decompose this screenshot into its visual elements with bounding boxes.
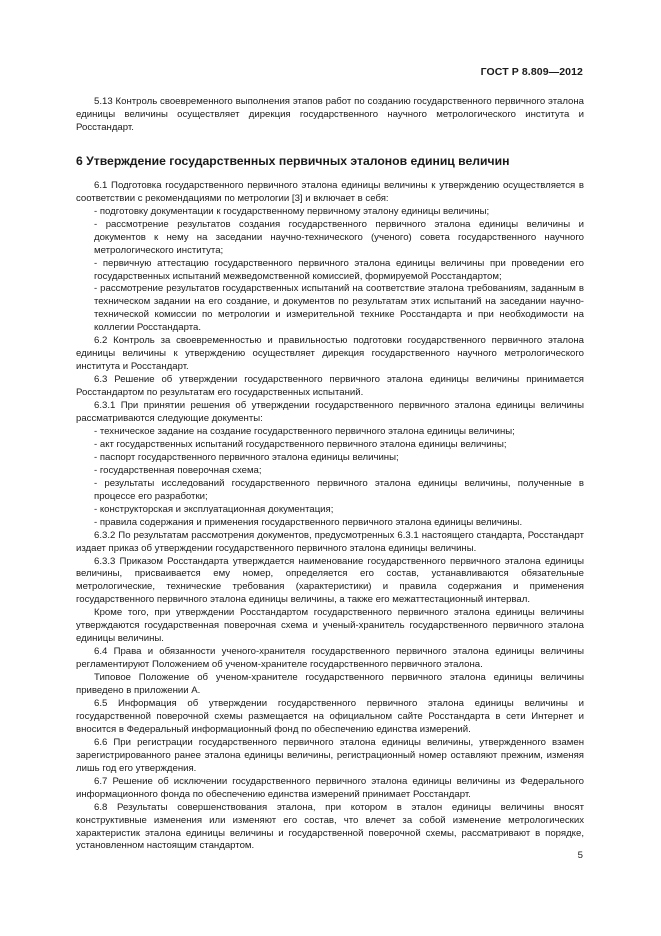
list-item: - первичную аттестацию государственного первичного эталона единицы величины при проведении его государственных испытаний межведомственной комиссией, формируемой Росстандартом; bbox=[94, 257, 584, 282]
page-number: 5 bbox=[577, 850, 583, 861]
list-item: - акт государственных испытаний государственного первичного эталона единицы величины; bbox=[94, 438, 507, 450]
paragraph: 6.6 При регистрации государственного первичного эталона единицы величины, утвержденного взамен зарегистрированного ранее эталона единицы величины, регистрационный номер оставляют прежним, изменяя лишь год его утверждения. bbox=[76, 736, 584, 774]
paragraph: 6.3.1 При принятии решения об утверждении государственного первичного эталона единицы величины рассматриваются следующие документы: bbox=[76, 400, 584, 425]
list-item: - рассмотрение результатов государственных испытаний на соответствие эталона требованиям, заданным в техническом задании на его создание, и документов по результатам этих испытаний на заседании научно-технической комиссии по метрологии и измерительной технике Росстандарта и при необходимости на коллегии Росстандарта. bbox=[94, 283, 584, 334]
paragraph: 6.3.3 Приказом Росстандарта утверждается наименование государственного первичного эталона единицы величины, присваивается ему номер, определяется его состав, устанавливаются обязательные метрологические, технические требования (характеристики) и правила содержания и применения государственного первичного эталона единицы величины, а также его межаттестационный интервал. bbox=[76, 555, 584, 606]
paragraph: 6.1 Подготовка государственного первичного эталона единицы величины к утверждению осуществляется в соответствии с рекомендациями по метрологии [3] и включает в себя: bbox=[76, 179, 584, 204]
paragraph: 6.7 Решение об исключении государственного первичного эталона единицы величины из Федерального информационного фонда по обеспечению единства измерений принимает Росстандарт. bbox=[76, 775, 584, 800]
paragraph: Кроме того, при утверждении Росстандартом государственного первичного эталона единицы величины утверждаются государственная поверочная схема и ученый-хранитель государственного первичного эталона единицы величины. bbox=[76, 607, 584, 645]
list-item: - правила содержания и применения государственного первичного эталона единицы величины. bbox=[94, 516, 523, 528]
list-item: - результаты исследований государственного первичного эталона единицы величины, полученные в процессе его разработки; bbox=[94, 477, 584, 502]
paragraph: 6.2 Контроль за своевременностью и правильностью подготовки государственного первичного эталона единицы величины к утверждению осуществляет дирекция государственного научного метрологического института и Росстандарт. bbox=[76, 335, 584, 373]
paragraph: 6.8 Результаты совершенствования эталона, при котором в эталон единицы величины вносят конструктивные изменения или изменяют его состав, что влечет за собой изменение метрологических характеристик эталона единицы величины и государственной поверочной схемы, рассматривают в порядке, установленном настоящим стандартом. bbox=[76, 801, 584, 852]
list-item: - государственная поверочная схема; bbox=[94, 464, 262, 476]
paragraph: 5.13 Контроль своевременного выполнения этапов работ по созданию государственного первичного эталона единицы величины осуществляет дирекция государственного научного метрологического института и Росстандарт. bbox=[76, 96, 584, 133]
paragraph: 6.3 Решение об утверждении государственного первичного эталона единицы величины принимается Росстандартом по результатам его государственных испытаний. bbox=[76, 374, 584, 399]
document-code-header: ГОСТ Р 8.809—2012 bbox=[480, 66, 583, 78]
document-body bbox=[76, 96, 584, 853]
section-heading: 6 Утверждение государственных первичных эталонов единиц величин bbox=[76, 153, 510, 168]
paragraph: 6.3.2 По результатам рассмотрения документов, предусмотренных 6.3.1 настоящего стандарта, Росстандарт издает приказ об утверждении государственного первичного эталона единицы величины. bbox=[76, 529, 584, 554]
paragraph: Типовое Положение об ученом-хранителе государственного первичного эталона единицы величины приведено в приложении А. bbox=[76, 672, 584, 697]
list-item: - конструкторская и эксплуатационная документация; bbox=[94, 503, 334, 515]
list-item: - паспорт государственного первичного эталона единицы величины; bbox=[94, 451, 399, 463]
paragraph: 6.4 Права и обязанности ученого-хранителя государственного первичного эталона единицы величины регламентируют Положением об ученом-хранителе государственного первичного эталона. bbox=[76, 646, 584, 671]
list-item: - подготовку документации к государственному первичному эталону единицы величины; bbox=[94, 205, 490, 217]
paragraph: 6.5 Информация об утверждении государственного первичного эталона единицы величины и государственной поверочной схемы размещается на официальном сайте Росстандарта в сети Интернет и вносится в Федеральный информационный фонд по обеспечению единства измерений. bbox=[76, 697, 584, 735]
list-item: - рассмотрение результатов создания государственного первичного эталона единицы величины и документов к нему на заседании научно-технического (ученого) совета государственного научного метрологического института; bbox=[94, 218, 584, 256]
list-item: - техническое задание на создание государственного первичного эталона единицы величины; bbox=[94, 425, 515, 437]
